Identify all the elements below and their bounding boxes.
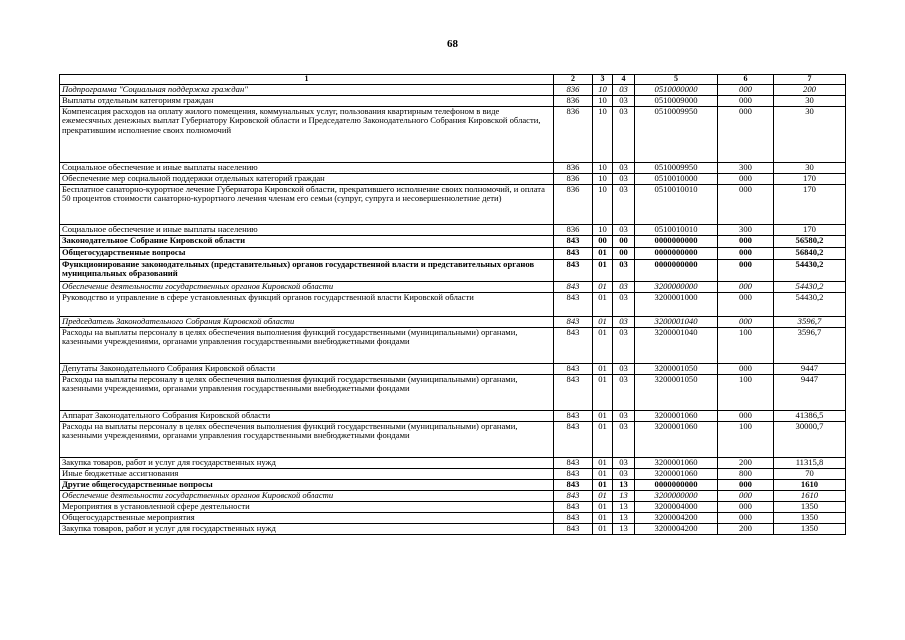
section-cell: 01 [593, 374, 613, 410]
description-cell: Закупка товаров, работ и услуг для государственных нужд [60, 523, 554, 534]
section-cell: 01 [593, 363, 613, 374]
section-cell: 10 [593, 162, 613, 173]
code-cell: 836 [554, 95, 593, 106]
amount-cell: 1350 [774, 512, 846, 523]
description-cell: Выплаты отдельным категориям граждан [60, 95, 554, 106]
expense-type-cell: 300 [718, 224, 774, 235]
subsection-cell: 03 [613, 421, 635, 457]
table-row [60, 374, 846, 410]
subsection-cell: 13 [613, 490, 635, 501]
code-cell: 836 [554, 173, 593, 184]
amount-cell: 170 [774, 184, 846, 224]
expense-type-cell: 000 [718, 292, 774, 316]
amount-cell: 3596,7 [774, 316, 846, 327]
target-article-cell: 0510009950 [635, 106, 718, 162]
code-cell: 843 [554, 374, 593, 410]
table-row [60, 457, 846, 468]
amount-cell: 41386,5 [774, 410, 846, 421]
target-article-cell: 0510009000 [635, 95, 718, 106]
table-row [60, 173, 846, 184]
code-cell: 843 [554, 512, 593, 523]
code-cell: 843 [554, 490, 593, 501]
subsection-cell: 03 [613, 95, 635, 106]
description-cell: Иные бюджетные ассигнования [60, 468, 554, 479]
expense-type-cell: 200 [718, 523, 774, 534]
target-article-cell: 0000000000 [635, 259, 718, 281]
section-cell: 10 [593, 173, 613, 184]
description-cell: Общегосударственные мероприятия [60, 512, 554, 523]
target-article-cell: 0510000000 [635, 84, 718, 95]
code-cell: 836 [554, 106, 593, 162]
amount-cell: 170 [774, 224, 846, 235]
target-article-cell: 3200000000 [635, 281, 718, 292]
expense-type-cell: 000 [718, 316, 774, 327]
description-cell: Председатель Законодательного Собрания Кировской области [60, 316, 554, 327]
section-cell: 01 [593, 479, 613, 490]
expense-type-cell: 000 [718, 410, 774, 421]
code-cell: 843 [554, 316, 593, 327]
section-cell: 01 [593, 247, 613, 259]
subsection-cell: 03 [613, 410, 635, 421]
table-row [60, 316, 846, 327]
subsection-cell: 03 [613, 457, 635, 468]
target-article-cell: 3200001050 [635, 363, 718, 374]
expense-type-cell: 000 [718, 84, 774, 95]
section-cell: 01 [593, 490, 613, 501]
target-article-cell: 0510009950 [635, 162, 718, 173]
target-article-cell: 0510010010 [635, 224, 718, 235]
subsection-cell: 03 [613, 84, 635, 95]
amount-cell: 1350 [774, 523, 846, 534]
expense-type-cell: 000 [718, 501, 774, 512]
description-cell: Депутаты Законодательного Собрания Кировской области [60, 363, 554, 374]
target-article-cell: 0510010010 [635, 184, 718, 224]
section-cell: 10 [593, 84, 613, 95]
expense-type-cell: 300 [718, 162, 774, 173]
amount-cell: 54430,2 [774, 281, 846, 292]
table-row [60, 410, 846, 421]
target-article-cell: 3200001000 [635, 292, 718, 316]
code-cell: 843 [554, 468, 593, 479]
amount-cell: 1610 [774, 490, 846, 501]
table-row [60, 501, 846, 512]
table-row [60, 512, 846, 523]
table-row [60, 247, 846, 259]
table-header-row [60, 75, 846, 85]
table-row [60, 363, 846, 374]
description-cell: Расходы на выплаты персоналу в целях обеспечения выполнения функций государственными (муниципальными) органами, казенными учреждениями, органами управления государственными внебюджетными фондами [60, 374, 554, 410]
expense-type-cell: 000 [718, 235, 774, 247]
section-cell: 01 [593, 259, 613, 281]
target-article-cell: 0000000000 [635, 235, 718, 247]
description-cell: Обеспечение деятельности государственных органов Кировской области [60, 281, 554, 292]
description-cell: Компенсация расходов на оплату жилого помещения, коммунальных услуг, пользования квартирным телефоном в виде ежемесячных денежных выплат Губернатору Кировской области и Председателю Законодательного Собрания Кировской области, прекратившим исполнение своих полномочий [60, 106, 554, 162]
amount-cell: 30000,7 [774, 421, 846, 457]
section-cell: 01 [593, 410, 613, 421]
description-cell: Расходы на выплаты персоналу в целях обеспечения выполнения функций государственными (муниципальными) органами, казенными учреждениями, органами управления государственными внебюджетными фондами [60, 421, 554, 457]
section-cell: 01 [593, 457, 613, 468]
section-cell: 01 [593, 501, 613, 512]
header-cell: 4 [613, 75, 635, 85]
header-cell: 3 [593, 75, 613, 85]
expense-type-cell: 000 [718, 247, 774, 259]
subsection-cell: 03 [613, 292, 635, 316]
code-cell: 843 [554, 292, 593, 316]
subsection-cell: 13 [613, 479, 635, 490]
subsection-cell: 03 [613, 363, 635, 374]
description-cell: Другие общегосударственные вопросы [60, 479, 554, 490]
subsection-cell: 03 [613, 224, 635, 235]
target-article-cell: 3200004000 [635, 501, 718, 512]
expense-type-cell: 100 [718, 374, 774, 410]
code-cell: 843 [554, 421, 593, 457]
target-article-cell: 3200004200 [635, 512, 718, 523]
expense-type-cell: 000 [718, 281, 774, 292]
amount-cell: 30 [774, 95, 846, 106]
expense-type-cell: 000 [718, 106, 774, 162]
code-cell: 843 [554, 247, 593, 259]
description-cell: Мероприятия в установленной сфере деятельности [60, 501, 554, 512]
table-row [60, 84, 846, 95]
target-article-cell: 3200004200 [635, 523, 718, 534]
target-article-cell: 3200001060 [635, 468, 718, 479]
expense-type-cell: 000 [718, 363, 774, 374]
table-row [60, 523, 846, 534]
header-cell: 1 [60, 75, 554, 85]
subsection-cell: 03 [613, 468, 635, 479]
code-cell: 836 [554, 162, 593, 173]
expense-type-cell: 000 [718, 259, 774, 281]
code-cell: 843 [554, 235, 593, 247]
description-cell: Бесплатное санаторно-курортное лечение Губернатора Кировской области, прекратившего исполнение своих полномочий, и оплата 50 процентов стоимости санаторно-курортного лечения членам его семьи (супруг, супруга и несовершеннолетние дети) [60, 184, 554, 224]
expense-type-cell: 200 [718, 457, 774, 468]
code-cell: 843 [554, 501, 593, 512]
amount-cell: 56580,2 [774, 235, 846, 247]
subsection-cell: 03 [613, 374, 635, 410]
amount-cell: 3596,7 [774, 327, 846, 363]
header-cell: 2 [554, 75, 593, 85]
table-row [60, 95, 846, 106]
table-row [60, 162, 846, 173]
code-cell: 836 [554, 184, 593, 224]
amount-cell: 70 [774, 468, 846, 479]
table-row [60, 281, 846, 292]
expense-type-cell: 800 [718, 468, 774, 479]
code-cell: 836 [554, 224, 593, 235]
section-cell: 01 [593, 523, 613, 534]
target-article-cell: 3200001050 [635, 374, 718, 410]
code-cell: 836 [554, 84, 593, 95]
description-cell: Аппарат Законодательного Собрания Кировской области [60, 410, 554, 421]
section-cell: 10 [593, 106, 613, 162]
table-row [60, 106, 846, 162]
description-cell: Руководство и управление в сфере установленных функций органов государственной власти Кировской области [60, 292, 554, 316]
amount-cell: 30 [774, 162, 846, 173]
subsection-cell: 00 [613, 247, 635, 259]
description-cell: Закупка товаров, работ и услуг для государственных нужд [60, 457, 554, 468]
expense-type-cell: 000 [718, 490, 774, 501]
code-cell: 843 [554, 479, 593, 490]
section-cell: 01 [593, 281, 613, 292]
subsection-cell: 13 [613, 501, 635, 512]
table-row [60, 327, 846, 363]
expense-type-cell: 000 [718, 95, 774, 106]
description-cell: Обеспечение мер социальной поддержки отдельных категорий граждан [60, 173, 554, 184]
header-cell: 6 [718, 75, 774, 85]
code-cell: 843 [554, 327, 593, 363]
expense-type-cell: 000 [718, 479, 774, 490]
section-cell: 10 [593, 95, 613, 106]
code-cell: 843 [554, 523, 593, 534]
budget-table [59, 74, 846, 535]
amount-cell: 200 [774, 84, 846, 95]
target-article-cell: 3200001040 [635, 327, 718, 363]
amount-cell: 1350 [774, 501, 846, 512]
section-cell: 01 [593, 421, 613, 457]
amount-cell: 170 [774, 173, 846, 184]
description-cell: Социальное обеспечение и иные выплаты населению [60, 162, 554, 173]
table-row [60, 490, 846, 501]
subsection-cell: 03 [613, 316, 635, 327]
subsection-cell: 03 [613, 184, 635, 224]
section-cell: 10 [593, 224, 613, 235]
description-cell: Социальное обеспечение и иные выплаты населению [60, 224, 554, 235]
table-row [60, 468, 846, 479]
subsection-cell: 03 [613, 259, 635, 281]
amount-cell: 54430,2 [774, 259, 846, 281]
subsection-cell: 00 [613, 235, 635, 247]
description-cell: Законодательное Собрание Кировской области [60, 235, 554, 247]
amount-cell: 54430,2 [774, 292, 846, 316]
code-cell: 843 [554, 259, 593, 281]
table-row [60, 184, 846, 224]
target-article-cell: 3200001060 [635, 457, 718, 468]
amount-cell: 1610 [774, 479, 846, 490]
table-row [60, 292, 846, 316]
amount-cell: 9447 [774, 374, 846, 410]
target-article-cell: 0510010000 [635, 173, 718, 184]
section-cell: 10 [593, 184, 613, 224]
header-cell: 7 [774, 75, 846, 85]
code-cell: 843 [554, 363, 593, 374]
section-cell: 01 [593, 327, 613, 363]
target-article-cell: 0000000000 [635, 247, 718, 259]
target-article-cell: 3200001060 [635, 410, 718, 421]
target-article-cell: 3200000000 [635, 490, 718, 501]
table-row [60, 259, 846, 281]
table-row [60, 479, 846, 490]
description-cell: Функционирование законодательных (представительных) органов государственной власти и представительных органов муниципальных образований [60, 259, 554, 281]
section-cell: 01 [593, 468, 613, 479]
header-cell: 5 [635, 75, 718, 85]
subsection-cell: 03 [613, 162, 635, 173]
section-cell: 01 [593, 316, 613, 327]
table-row [60, 421, 846, 457]
expense-type-cell: 100 [718, 327, 774, 363]
code-cell: 843 [554, 281, 593, 292]
code-cell: 843 [554, 410, 593, 421]
subsection-cell: 03 [613, 106, 635, 162]
amount-cell: 11315,8 [774, 457, 846, 468]
description-cell: Расходы на выплаты персоналу в целях обеспечения выполнения функций государственными (муниципальными) органами, казенными учреждениями, органами управления государственными внебюджетными фондами [60, 327, 554, 363]
amount-cell: 56840,2 [774, 247, 846, 259]
expense-type-cell: 100 [718, 421, 774, 457]
table-row [60, 224, 846, 235]
section-cell: 01 [593, 512, 613, 523]
description-cell: Обеспечение деятельности государственных органов Кировской области [60, 490, 554, 501]
description-cell: Общегосударственные вопросы [60, 247, 554, 259]
description-cell: Подпрограмма "Социальная поддержка граждан" [60, 84, 554, 95]
subsection-cell: 13 [613, 523, 635, 534]
code-cell: 843 [554, 457, 593, 468]
expense-type-cell: 000 [718, 173, 774, 184]
table-body [60, 75, 846, 535]
subsection-cell: 03 [613, 173, 635, 184]
target-article-cell: 3200001060 [635, 421, 718, 457]
page-number: 68 [447, 38, 458, 50]
section-cell: 01 [593, 292, 613, 316]
section-cell: 00 [593, 235, 613, 247]
expense-type-cell: 000 [718, 512, 774, 523]
expense-type-cell: 000 [718, 184, 774, 224]
subsection-cell: 03 [613, 281, 635, 292]
amount-cell: 9447 [774, 363, 846, 374]
table-row [60, 235, 846, 247]
subsection-cell: 03 [613, 327, 635, 363]
target-article-cell: 0000000000 [635, 479, 718, 490]
target-article-cell: 3200001040 [635, 316, 718, 327]
subsection-cell: 13 [613, 512, 635, 523]
amount-cell: 30 [774, 106, 846, 162]
